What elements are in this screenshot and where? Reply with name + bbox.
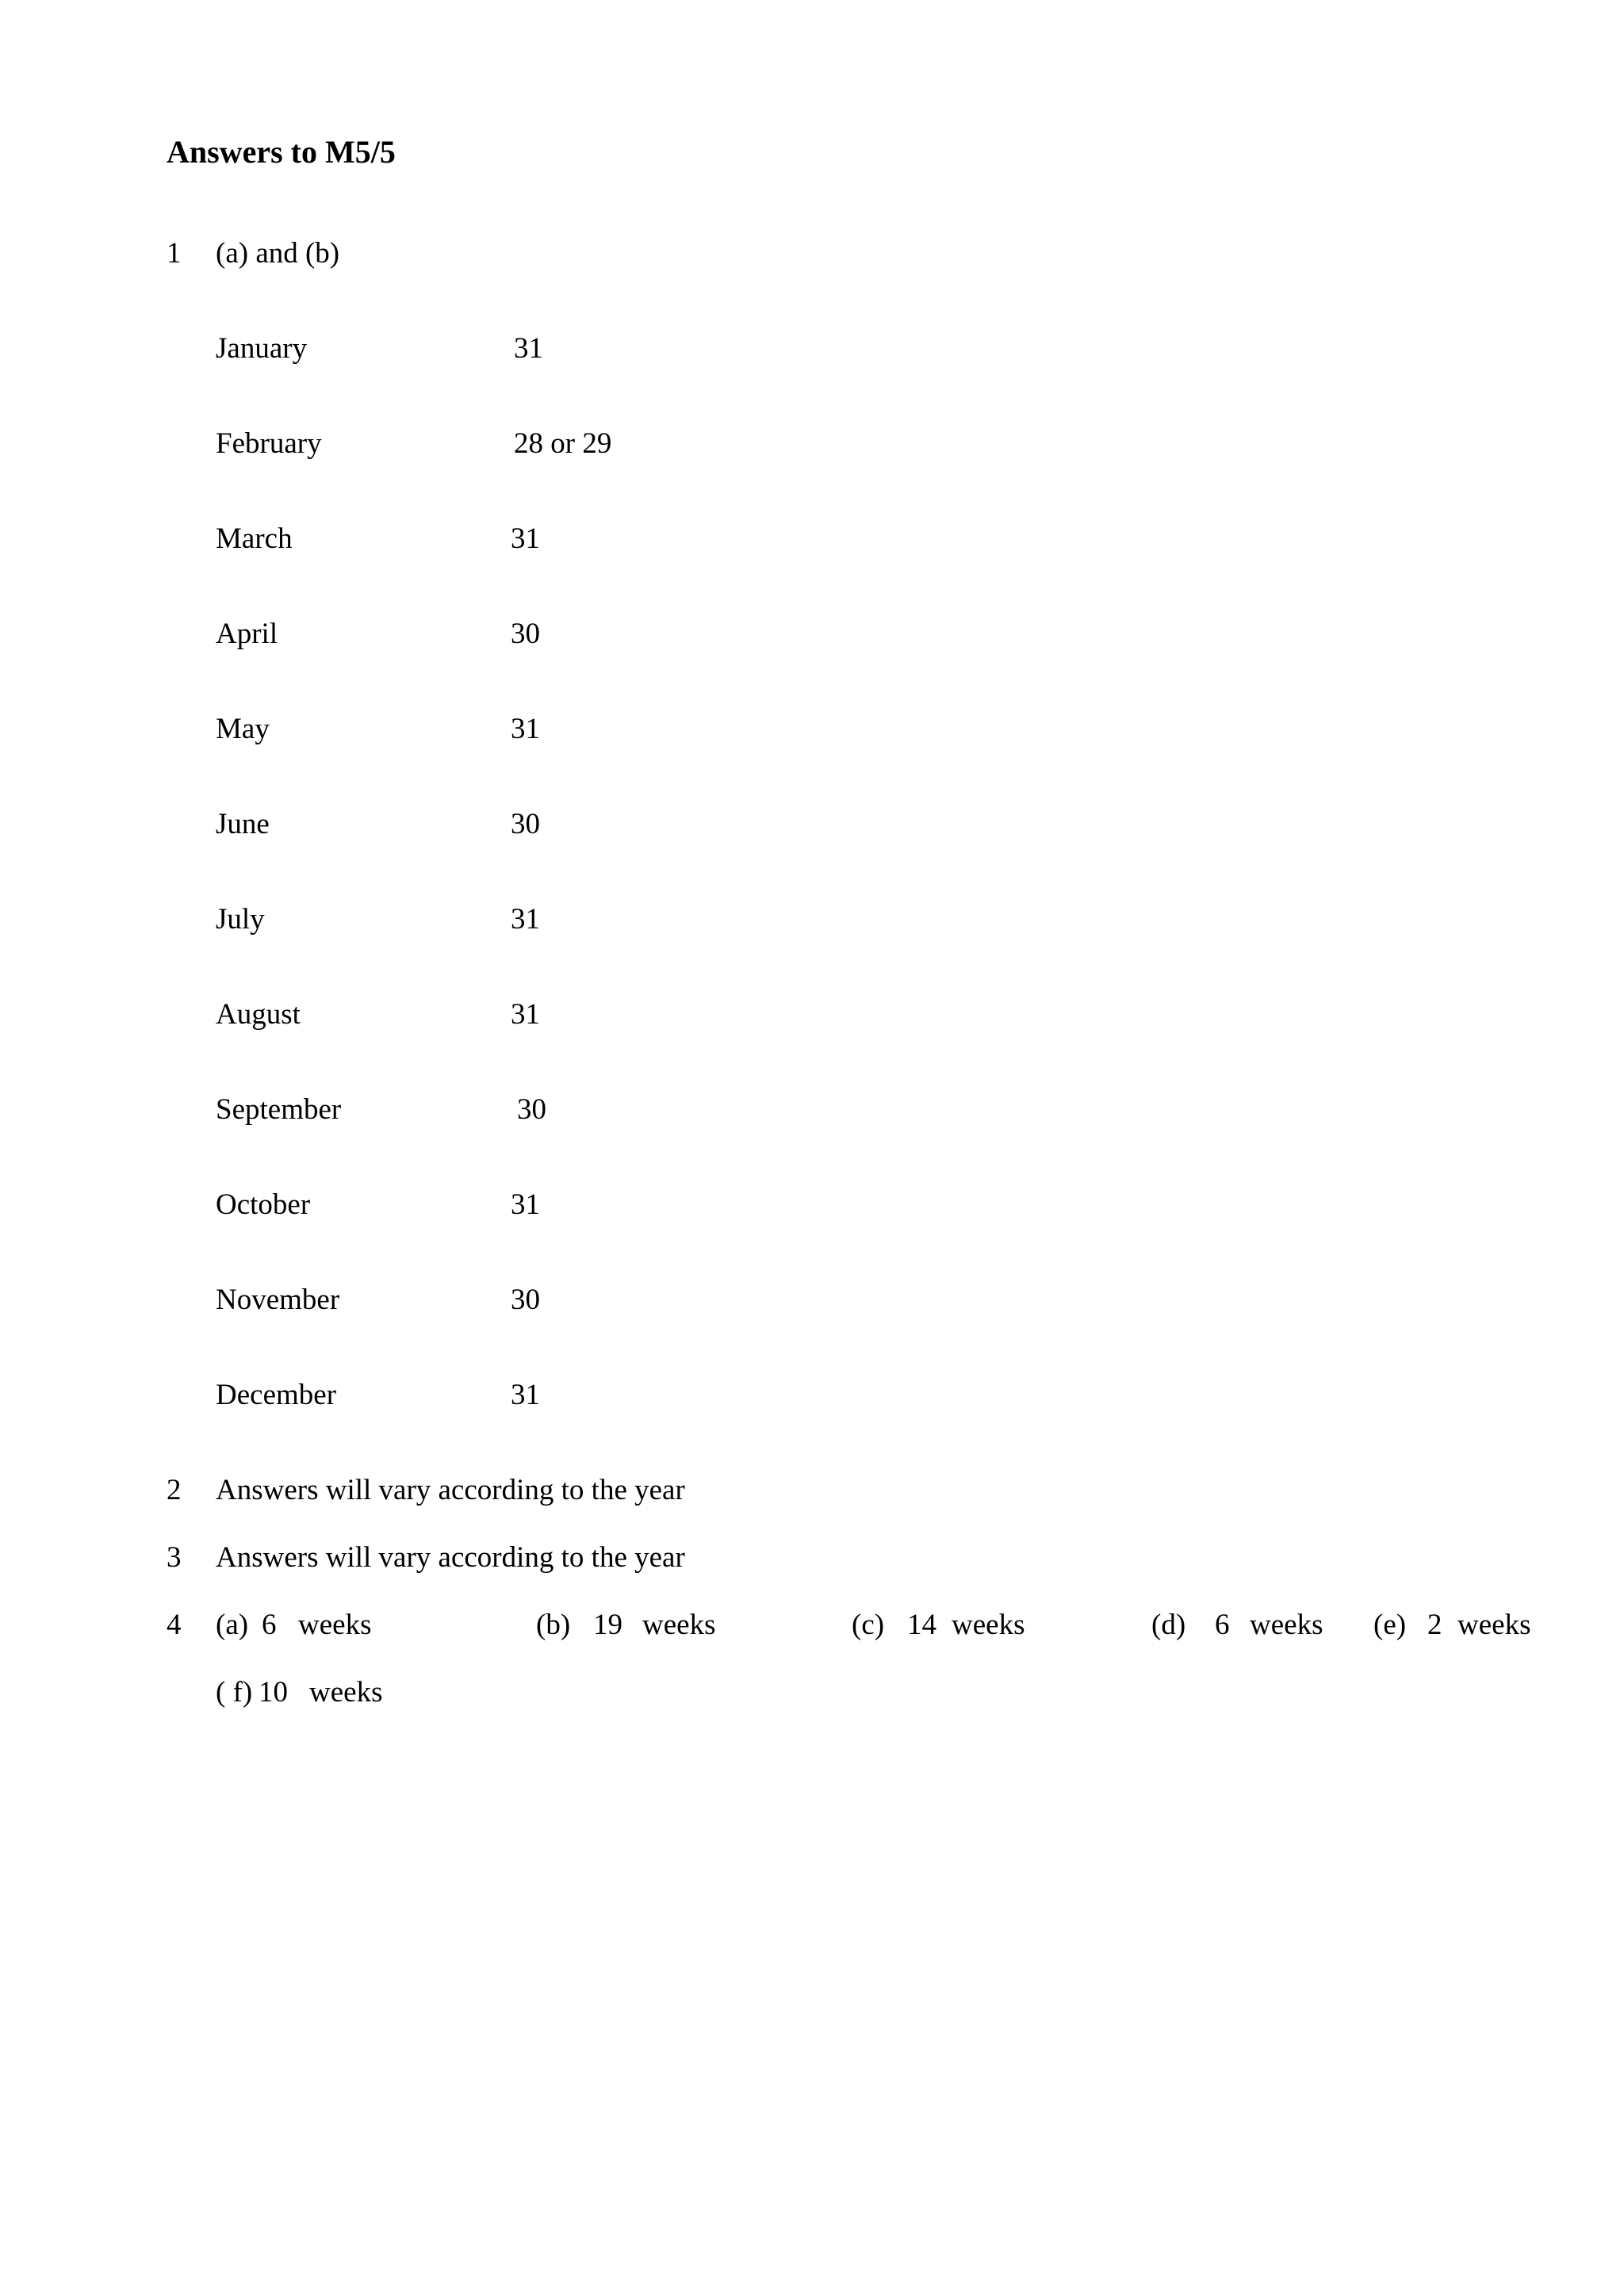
month-days: 31: [511, 998, 540, 1031]
part-unit: weeks: [1250, 1609, 1323, 1641]
month-days: 30: [511, 808, 540, 840]
part-value: 19: [593, 1609, 622, 1641]
part-label: ( f): [216, 1676, 253, 1709]
part-label: (c): [852, 1609, 885, 1641]
page-title: Answers to M5/5: [167, 134, 396, 170]
month-name: November: [216, 1284, 340, 1316]
part-label: (d): [1151, 1609, 1186, 1641]
part-label: (e): [1373, 1609, 1407, 1641]
part-label: (b): [536, 1609, 571, 1641]
part-label: (a): [216, 1609, 249, 1641]
month-days: 28 or 29: [514, 427, 612, 460]
month-days: 30: [511, 618, 540, 650]
question-number: 3: [167, 1541, 182, 1574]
month-name: July: [216, 903, 265, 936]
month-name: March: [216, 522, 293, 555]
month-name: February: [216, 427, 322, 460]
part-unit: weeks: [952, 1609, 1025, 1641]
month-name: September: [216, 1093, 342, 1126]
month-days: 31: [511, 1188, 540, 1221]
part-unit: weeks: [1457, 1609, 1531, 1641]
month-days: 31: [514, 332, 543, 365]
month-name: June: [216, 808, 270, 840]
month-days: 31: [511, 1379, 540, 1411]
month-name: December: [216, 1379, 337, 1411]
part-value: 14: [907, 1609, 936, 1641]
month-name: August: [216, 998, 301, 1031]
month-name: April: [216, 618, 278, 650]
month-days: 31: [511, 713, 540, 745]
part-value: 2: [1427, 1609, 1442, 1641]
answer-text: Answers will vary according to the year: [216, 1541, 685, 1574]
question-number: 1: [167, 237, 182, 270]
answer-text: Answers will vary according to the year: [216, 1474, 685, 1506]
part-unit: weeks: [309, 1676, 383, 1709]
month-days: 30: [511, 1284, 540, 1316]
month-name: January: [216, 332, 308, 365]
month-days: 31: [511, 522, 540, 555]
part-unit: weeks: [642, 1609, 716, 1641]
part-value: 10: [259, 1676, 288, 1709]
question-number: 4: [167, 1609, 182, 1641]
month-days: 30: [517, 1093, 546, 1126]
part-value: 6: [1215, 1609, 1230, 1641]
question-number: 2: [167, 1474, 182, 1506]
part-value: 6: [262, 1609, 277, 1641]
question-label: (a) and (b): [216, 237, 340, 270]
month-name: October: [216, 1188, 311, 1221]
month-days: 31: [511, 903, 540, 936]
month-name: May: [216, 713, 270, 745]
part-unit: weeks: [298, 1609, 372, 1641]
